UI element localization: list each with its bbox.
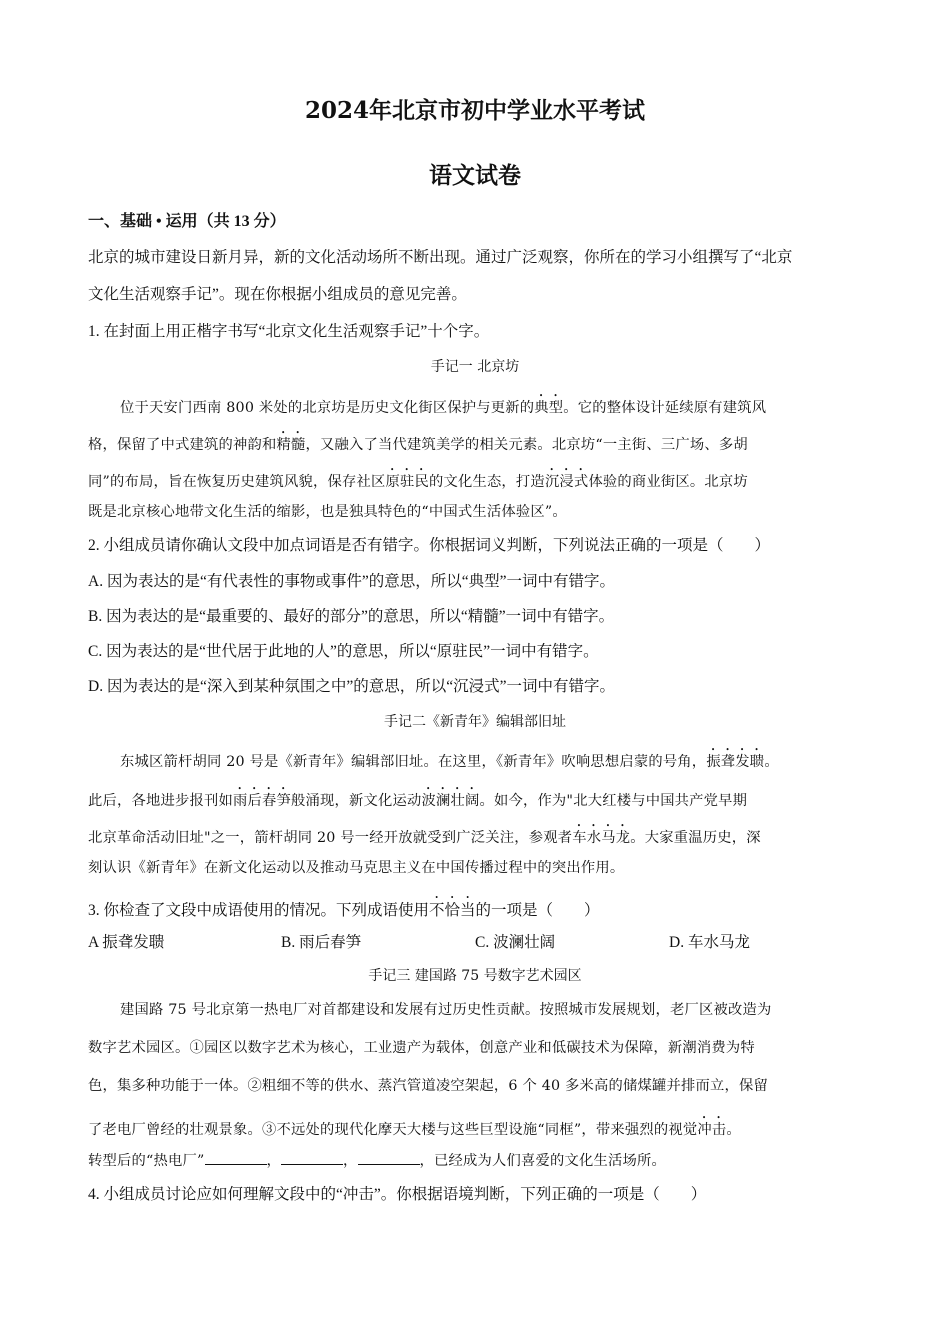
emphasis-cheshuimalong: 车水马龙: [572, 830, 631, 846]
note3-line-4: 了老电厂曾经的壮观景象。③不远处的现代化摩天大楼与这些巨型设施“同框”，带来强烈的视觉冲击。: [88, 1122, 741, 1138]
q3-option-c: C. 波澜壮阔: [475, 934, 556, 951]
emphasis-yuanzhumin: 原驻民: [385, 474, 429, 490]
fill-blank-3[interactable]: [358, 1150, 420, 1165]
note3-title: 手记三 建国路 75 号数字艺术园区: [368, 968, 582, 984]
note3-line-2: 数字艺术园区。①园区以数字艺术为核心，工业遗产为载体，创意产业和低碳技术为保障，新潮消费为特: [88, 1040, 755, 1056]
emphasis-jingsui: 精髓: [276, 437, 306, 453]
exam-subtitle: 语文试卷: [429, 162, 521, 189]
note1-line-3: 同”的布局，旨在恢复历史建筑风貌，保存社区原驻民的文化生态，打造沉浸式体验的商业街区。北京坊: [88, 474, 748, 490]
emphasis-buqiadang: 不恰当: [429, 902, 476, 919]
note2-line-3: 北京革命活动旧址"之一，箭杆胡同 20 号一经开放就受到广泛关注，参观者车水马龙。大家重温历史，深: [88, 830, 761, 846]
q3-option-b: B. 雨后春笋: [281, 934, 362, 951]
q2-option-b: B. 因为表达的是“最重要的、最好的部分”的意思，所以“精髓”一词中有错字。: [88, 608, 615, 625]
emphasis-zhenlongfakui: 振聋发聩: [706, 754, 765, 770]
q2-option-c: C. 因为表达的是“世代居于此地的人”的意思，所以“原驻民”一词中有错字。: [88, 643, 599, 660]
q2-option-d: D. 因为表达的是“深入到某种氛围之中”的意思，所以“沉浸式”一词中有错字。: [88, 678, 615, 695]
emphasis-yuhouchunsun: 雨后春笋: [232, 793, 291, 809]
note1-line-1: 位于天安门西南 800 米处的北京坊是历史文化街区保护与更新的典型。它的整体设计延续原有建筑风: [120, 400, 767, 416]
question-2: 2. 小组成员请你确认文段中加点词语是否有错字。你根据词义判断，下列说法正确的一项是（ ）: [88, 537, 771, 554]
intro-line-2: 文化生活观察手记”。现在你根据小组成员的意见完善。: [88, 286, 467, 303]
emphasis-chongji: 冲击: [697, 1122, 727, 1138]
exam-title: 2024年北京市初中学业水平考试: [304, 97, 645, 124]
section-heading: 一、基础 • 运用（共 13 分）: [88, 213, 286, 230]
intro-line-1: 北京的城市建设日新月异，新的文化活动场所不断出现。通过广泛观察，你所在的学习小组撰写了“北京: [88, 249, 793, 266]
note2-line-4: 刻认识《新青年》在新文化运动以及推动马克思主义在中国传播过程中的突出作用。: [88, 860, 625, 876]
note3-line-1: 建国路 75 号北京第一热电厂对首都建设和发展有过历史性贡献。按照城市发展规划，老厂区被改造为: [120, 1002, 772, 1018]
note2-line-1: 东城区箭杆胡同 20 号是《新青年》编辑部旧址。在这里，《新青年》吹响思想启蒙的号角，振聋发聩。: [120, 754, 779, 770]
emphasis-chenjinshi: 沉浸式: [544, 474, 589, 490]
note1-line-4: 既是北京核心地带文化生活的缩影，也是独具特色的“中国式生活体验区”。: [88, 504, 567, 520]
note2-line-2: 此后，各地进步报刊如雨后春笋般涌现，新文化运动波澜壮阔。如今，作为"北大红楼与中国共产党早期: [88, 793, 748, 809]
fill-blank-2[interactable]: [281, 1150, 343, 1165]
note2-title: 手记二《新青年》编辑部旧址: [384, 714, 566, 730]
q2-option-a: A. 因为表达的是“有代表性的事物或事件”的意思，所以“典型”一词中有错字。: [88, 573, 615, 590]
emphasis-dianxing: 典型: [534, 400, 564, 416]
note1-title: 手记一 北京坊: [430, 359, 520, 375]
note3-line-3: 色，集多种功能于一体。②粗细不等的供水、蒸汽管道凌空架起，6 个 40 多米高的储煤罐并排而立，保留: [88, 1078, 768, 1094]
fill-blank-1[interactable]: [205, 1150, 267, 1165]
q3-option-a: A 振聋发聩: [88, 934, 165, 951]
question-4: 4. 小组成员讨论应如何理解文段中的“冲击”。你根据语境判断，下列正确的一项是（ ）: [88, 1186, 707, 1203]
note1-line-2: 格，保留了中式建筑的神韵和精髓，又融入了当代建筑美学的相关元素。北京坊“一主街、三广场、多胡: [88, 437, 748, 453]
question-3: 3. 你检查了文段中成语使用的情况。下列成语使用不恰当的一项是（ ）: [88, 902, 600, 919]
q3-option-d: D. 车水马龙: [669, 934, 750, 951]
question-1: 1. 在封面上用正楷字书写“北京文化生活观察手记”十个字。: [88, 323, 490, 340]
emphasis-bolanzhuangkuo: 波澜壮阔: [421, 793, 480, 809]
note3-line-5: 转型后的“热电厂” ， ， ，已经成为人们喜爱的文化生活场所。: [88, 1150, 666, 1171]
